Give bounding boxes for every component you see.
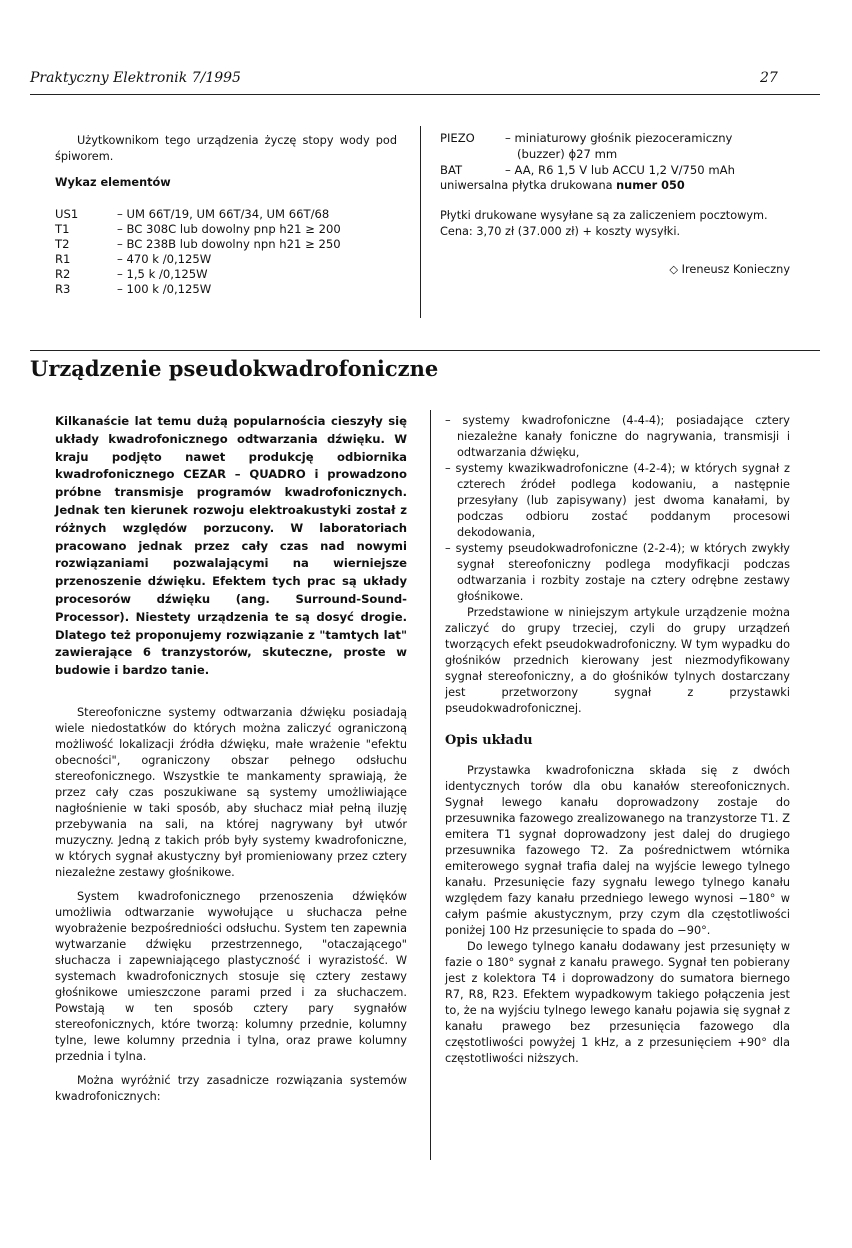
parts-row: R3 – 100 k /0,125W — [55, 282, 212, 296]
parts-list-right — [440, 130, 800, 178]
parts-row: PIEZO – miniaturowy głośnik piezoceramiczny — [440, 131, 733, 145]
article-lede: Kilkanaście lat temu dużą popularnościa cieszyły się układy kwadrofonicznego odtwarzania dźwięku. W kraju podjęto nawet produkcję odbiornika kwadrofonicznego CEZAR – QUADRO i prowadzono próbne transmisje programów kwadrofonicznych. Jednak ten kierunek rozwoju elektroakustyki został z różnych względów porzucony. W laboratoriach pracowano jednak przez cały czas nad nowymi rozwiązaniami pozwalającymi na wierniejsze przenoszenie dźwięku. Efektem tych prac są układy procesorów dźwięku (ang. Surround-Sound-Processor). Niestety urządzenia te są dosyć drogie. Dlatego też proponujemy rozwiązanie z "tamtych lat" zawierające 6 tranzystorów, skuteczne, proste w budowie i bardzo tanie. — [55, 414, 407, 678]
parts-row: (buzzer) ϕ27 mm — [517, 147, 618, 161]
parts-row: BAT – AA, R6 1,5 V lub ACCU 1,2 V/750 mAh — [440, 163, 735, 177]
body-paragraph: Do lewego tylnego kanału dodawany jest przesunięty w fazie o 180° sygnał z kanału prawego. Sygnał ten pobierany jest z kolektora T4 i doprowadzony do sumatora biernego R7, R8, R23. Efektem wypadkowym takiego połączenia jest to, że na wyjściu tylnego lewego kanału pojawia się sygnał z kanału prawego bez przesunięcia fazowego dla częstotliwości powyżej 1 kHz, a z przesunięciem +90° dla częstotliwości niższych. — [445, 940, 790, 1065]
journal-title: Praktyczny Elektronik 7/1995 — [30, 70, 241, 86]
author-signature: ◇ Ireneusz Konieczny — [669, 263, 790, 276]
bullet-item: – systemy kwadrofoniczne (4-4-4); posiadające cztery niezależne kanały foniczne do nagrywania, transmisji i odtwarzania dźwięku, — [445, 414, 790, 459]
article-body-right — [445, 413, 790, 1067]
column-divider-bottom — [430, 410, 431, 1160]
parts-list — [55, 207, 397, 297]
column-divider-top — [420, 126, 421, 318]
section-rule — [30, 350, 820, 351]
prev-article-left — [55, 133, 397, 297]
page-number: 27 — [760, 70, 778, 86]
parts-row: R1 – 470 k /0,125W — [55, 252, 212, 266]
body-paragraph: Przystawka kwadrofoniczna składa się z dwóch identycznych torów dla obu kanałów stereofonicznych. Sygnał lewego kanału doprowadzony zostaje do przesuwnika fazowego zrealizowanego na tranzystorze T1. Z emitera T1 sygnał doprowadzony jest dalej do drugiego przesuwnika fazowego T2. Za pośrednictwem wtórnika emiterowego sygnał trafia dalej na wyjście lewego tylnego kanału. Przesunięcie fazy sygnału lewego tylnego kanału względem fazy kanału przedniego lewego wynosi −180° w całym paśmie akustycznym, przy czym dla częstotliwości poniżej 100 Hz przesunięcie to spada do −90°. — [445, 764, 790, 937]
article-title: Urządzenie pseudokwadrofoniczne — [30, 356, 439, 381]
parts-heading: Wykaz elementów — [55, 176, 171, 189]
parts-row: US1 – UM 66T/19, UM 66T/34, UM 66T/68 — [55, 207, 330, 221]
parts-row: T2 – BC 238B lub dowolny npn h21 ≥ 250 — [55, 237, 341, 251]
header-rule — [30, 94, 820, 95]
body-paragraph: Przedstawione w niniejszym artykule urządzenie można zaliczyć do grupy trzeciej, czyli do grupy urządzeń tworzących efekt pseudokwadrofoniczny. W tym wypadku do głośników przednich kierowany jest niezmodyfikowany sygnał stereofoniczny, a do głośników tylnych dostarczany jest przetworzony sygnał z przystawki pseudokwadrofonicznej. — [445, 606, 790, 715]
prev-article-right — [440, 130, 800, 278]
subhead: Opis układu — [445, 733, 533, 748]
parts-row: R2 – 1,5 k /0,125W — [55, 267, 208, 281]
shipping-text: Płytki drukowane wysyłane są za zaliczeniem pocztowym. — [440, 209, 768, 222]
bullet-item: – systemy kwazikwadrofoniczne (4-2-4); w których sygnał z czterech źródeł podlega kodowaniu, a następnie przesyłany (lub zapisywany) jest dwoma kanałami, by podczas odbioru zostać poddanym procesowi dekodowania, — [445, 462, 790, 539]
body-paragraph: System kwadrofonicznego przenoszenia dźwięków umożliwia odtwarzanie wywołujące u słuchacza pełne wyobrażenie bezpośredniości odsłuchu. System ten zapewnia wytwarzanie dźwięku przestrzennego, "otaczającego" słuchacza i zapewniającego plastyczność i wyrazistość. W systemach kwadrofonicznych stosuje się cztery zestawy głośnikowe umieszczone parami przed i za słuchaczem. Powstają w ten sposób cztery pary sygnałów stereofonicznych, które tworzą: kolumny przednie, kolumny tylne, lewe kolumny przednia i tylna, oraz prawe kolumny przednia i tylna. — [55, 890, 407, 1063]
closing-text: Użytkownikom tego urządzenia życzę stopy wody pod śpiworem. — [55, 134, 397, 163]
body-paragraph: Można wyróżnić trzy zasadnicze rozwiązania systemów kwadrofonicznych: — [55, 1074, 407, 1103]
article-body-left — [55, 705, 407, 1105]
parts-row: T1 – BC 308C lub dowolny pnp h21 ≥ 200 — [55, 222, 341, 236]
body-paragraph: Stereofoniczne systemy odtwarzania dźwięku posiadają wiele niedostatków do których można zaliczyć ograniczoną możliwość lokalizacji źródła dźwięku, małe wrażenie "efektu obecności", ograniczony obszar pełnego odsłuchu stereofonicznego. Wszystkie te mankamenty sprawiają, że przez cały czas poszukiwane są systemy umożliwiające nagłośnienie w taki sposób, aby słuchacz miał pełną iluzję przebywania na sali, na której nagrywany był utwór muzyczny. Jedną z takich prób były systemy kwadrofoniczne, w których sygnał akustyczny był promieniowany przez cztery niezależne zestawy głośnikowe. — [55, 706, 407, 879]
pcb-line: uniwersalna płytka drukowana numer 050 — [440, 179, 685, 192]
bullet-item: – systemy pseudokwadrofoniczne (2-2-4); w których zwykły sygnał stereofoniczny podlega modyfikacji podczas odtwarzania i rozbity zostaje na cztery odrębne zestawy głośnikowe. — [445, 542, 790, 603]
price-text: Cena: 3,70 zł (37.000 zł) + koszty wysyłki. — [440, 225, 681, 238]
